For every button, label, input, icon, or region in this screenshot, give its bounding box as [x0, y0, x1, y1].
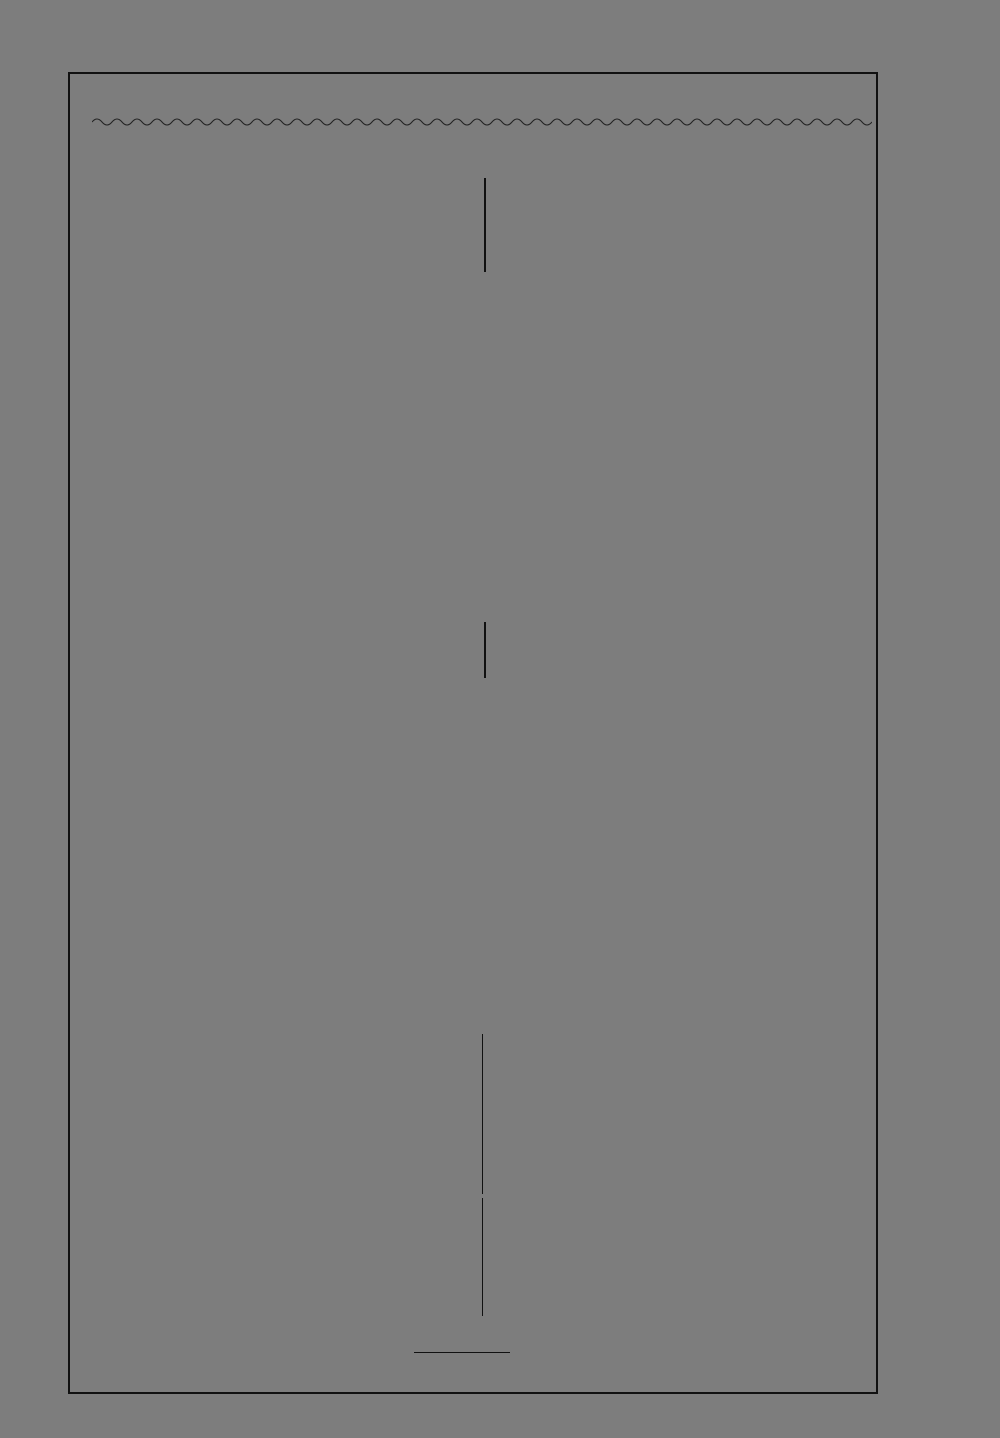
column-divider-2: [484, 622, 486, 678]
column-divider: [484, 178, 486, 272]
end-rule: [414, 1352, 510, 1353]
bottom-divider: [482, 1198, 483, 1316]
page-border: [68, 72, 878, 1394]
header-wavy-rule: [92, 116, 872, 128]
telephone-divider: [482, 1034, 483, 1194]
